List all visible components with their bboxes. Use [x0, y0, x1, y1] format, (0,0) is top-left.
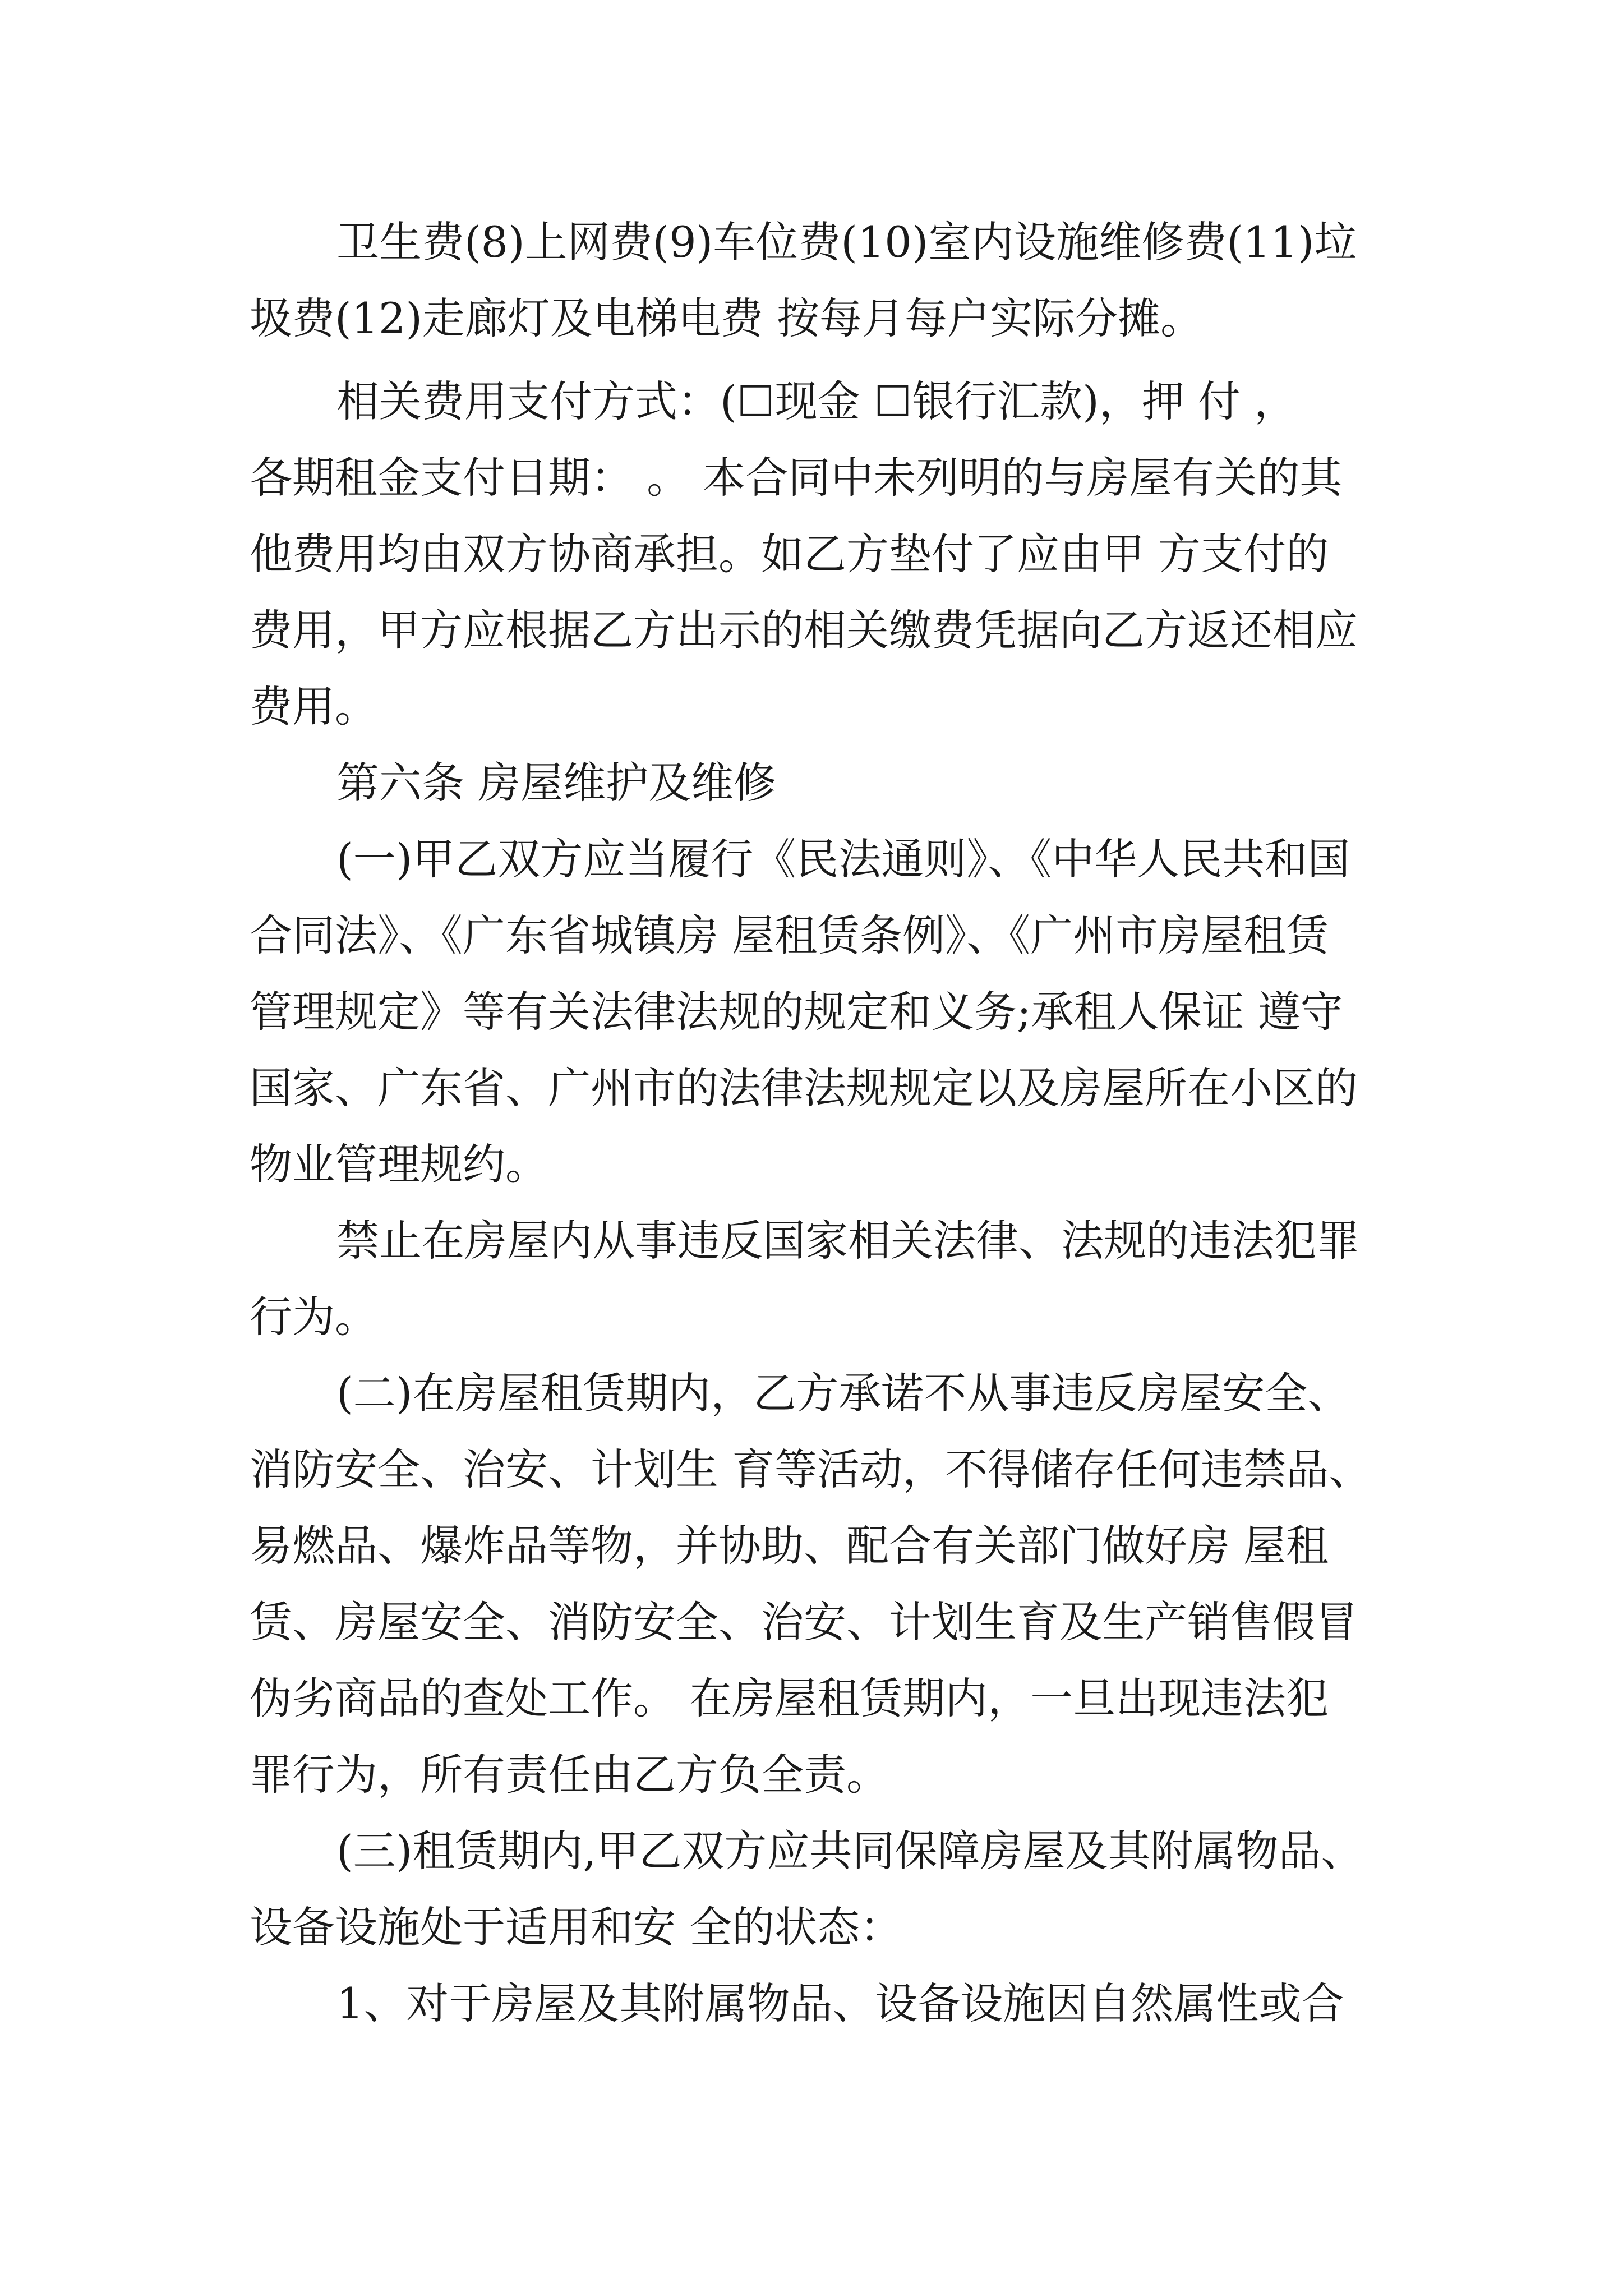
- paragraph-line: 他费用均由双方协商承担。如乙方垫付了应由甲 方支付的: [250, 529, 1329, 579]
- paragraph-line: 消防安全、治安、计划生 育等活动，不得储存任何违禁品、: [250, 1444, 1372, 1494]
- paragraph-line: 合同法》、《广东省城镇房 屋租赁条例》、《广州市房屋租赁: [250, 910, 1329, 960]
- paragraph-line: 1、对于房屋及其附属物品、设备设施因自然属性或合: [336, 1978, 1344, 2028]
- section-heading: 第六条 房屋维护及维修: [336, 758, 777, 808]
- paragraph-line: (三)租赁期内,甲乙双方应共同保障房屋及其附属物品、: [336, 1826, 1364, 1876]
- paragraph-line: 费用，甲方应根据乙方出示的相关缴费凭据向乙方返还相应: [250, 605, 1358, 655]
- paragraph-line: 禁止在房屋内从事违反国家相关法律、法规的违法犯罪: [336, 1216, 1359, 1266]
- paragraph-line: 设备设施处于适用和安 全的状态：: [250, 1902, 903, 1952]
- paragraph-line: 国家、广东省、广州市的法律法规规定以及房屋所在小区的: [250, 1063, 1358, 1113]
- paragraph-line: 管理规定》等有关法律法规的规定和义务;承租人保证 遵守: [250, 987, 1343, 1037]
- paragraph-line: 物业管理规约。: [250, 1139, 548, 1189]
- paragraph-line: (二)在房屋租赁期内，乙方承诺不从事违反房屋安全、: [336, 1368, 1350, 1418]
- paragraph-line: 圾费(12)走廊灯及电梯电费 按每月每户实际分摊。: [250, 293, 1204, 343]
- paragraph-line: (一)甲乙双方应当履行《民法通则》、《中华人民共和国: [336, 834, 1350, 884]
- paragraph-line: 相关费用支付方式：(☐现金 ☐银行汇款)，押 付 ，: [336, 376, 1297, 426]
- paragraph-line: 行为。: [250, 1292, 377, 1342]
- paragraph-line: 卫生费(8)上网费(9)车位费(10)室内设施维修费(11)垃: [336, 217, 1357, 267]
- paragraph-line: 伪劣商品的查处工作。 在房屋租赁期内，一旦出现违法犯: [250, 1673, 1329, 1723]
- paragraph-line: 赁、房屋安全、消防安全、治安、计划生育及生产销售假冒: [250, 1597, 1358, 1647]
- paragraph-line: 罪行为，所有责任由乙方负全责。: [250, 1750, 889, 1800]
- paragraph-line: 各期租金支付日期： 。 本合同中未列明的与房屋有关的其: [250, 453, 1343, 503]
- paragraph-line: 易燃品、爆炸品等物，并协助、配合有关部门做好房 屋租: [250, 1521, 1329, 1571]
- paragraph-line: 费用。: [250, 682, 377, 731]
